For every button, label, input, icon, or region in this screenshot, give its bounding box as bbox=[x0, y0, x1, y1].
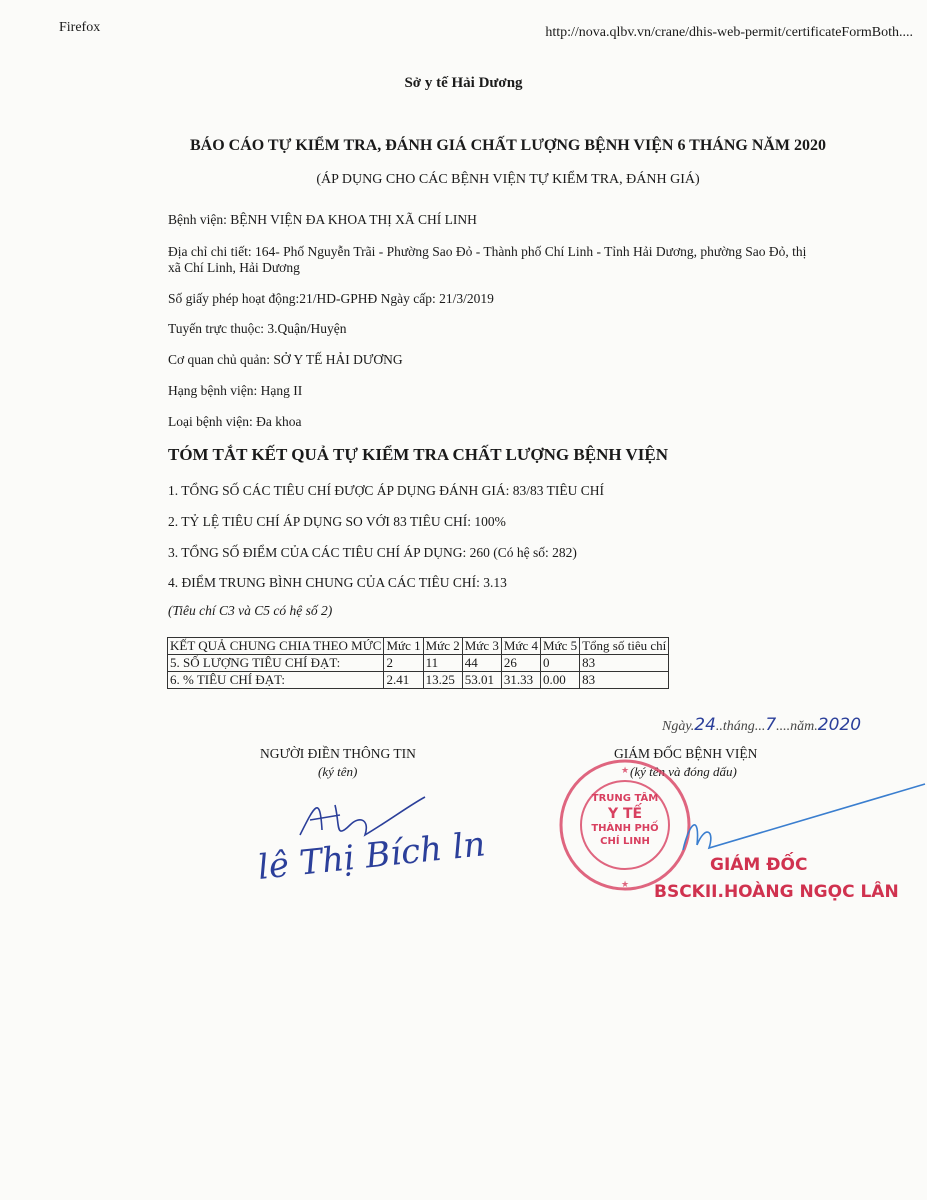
table-header-cell: KẾT QUẢ CHUNG CHIA THEO MỨC bbox=[168, 638, 384, 655]
table-cell: 0.00 bbox=[540, 672, 579, 689]
level-info: Tuyến trực thuộc: 3.Quận/Huyện bbox=[168, 321, 347, 336]
table-cell: 44 bbox=[462, 655, 501, 672]
stamp-line-4: CHÍ LINH bbox=[600, 836, 650, 847]
summary-item-3: 3. TỔNG SỐ ĐIỂM CỦA CÁC TIÊU CHÍ ÁP DỤNG: 260 (Có hệ số: 282) bbox=[168, 545, 577, 560]
page-url: http://nova.qlbv.vn/crane/dhis-web-permit/certificateFormBoth.... bbox=[545, 25, 913, 40]
table-header-cell: Mức 1 bbox=[384, 638, 423, 655]
table-row bbox=[168, 672, 669, 689]
table-cell: 0 bbox=[540, 655, 579, 672]
table-row bbox=[168, 655, 669, 672]
table-cell: 53.01 bbox=[462, 672, 501, 689]
results-table bbox=[167, 637, 669, 689]
date-year-label: năm bbox=[790, 719, 815, 734]
stamp-line-1: TRUNG TÂM bbox=[591, 793, 659, 804]
signing-date: Ngày.24..tháng...7....năm.2020 bbox=[662, 715, 862, 735]
table-header-cell: Mức 3 bbox=[462, 638, 501, 655]
filler-handwritten-name: lê Thị Bích ln bbox=[255, 824, 488, 888]
svg-text:★: ★ bbox=[620, 880, 630, 890]
table-cell: 26 bbox=[501, 655, 540, 672]
summary-item-2: 2. TỶ LỆ TIÊU CHÍ ÁP DỤNG SO VỚI 83 TIÊU CHÍ: 100% bbox=[168, 514, 506, 529]
summary-note: (Tiêu chí C3 và C5 có hệ số 2) bbox=[168, 603, 333, 618]
address-line-1: Địa chỉ chi tiết: 164- Phố Nguyễn Trãi - Phường Sao Đỏ - Thành phố Chí Linh - Tỉnh Hải Dương, phường Sao Đỏ, thị bbox=[168, 244, 807, 259]
table-cell: 2.41 bbox=[384, 672, 423, 689]
type-info: Loại bệnh viện: Đa khoa bbox=[168, 414, 302, 429]
date-month-label: tháng bbox=[722, 719, 755, 734]
report-title: BÁO CÁO TỰ KIỂM TRA, ĐÁNH GIÁ CHẤT LƯỢNG BỆNH VIỆN 6 THÁNG NĂM 2020 bbox=[189, 137, 827, 154]
table-cell: 31.33 bbox=[501, 672, 540, 689]
table-cell: 83 bbox=[580, 672, 669, 689]
browser-app-name: Firefox bbox=[59, 20, 101, 35]
filler-sign-note: (ký tên) bbox=[318, 764, 358, 779]
director-name: BSCKII.HOÀNG NGỌC LÂN bbox=[654, 882, 899, 902]
summary-item-1: 1. TỔNG SỐ CÁC TIÊU CHÍ ĐƯỢC ÁP DỤNG ĐÁNH GIÁ: 83/83 TIÊU CHÍ bbox=[168, 483, 604, 498]
table-cell: 2 bbox=[384, 655, 423, 672]
stamp-line-3: THÀNH PHỐ bbox=[591, 823, 659, 834]
director-title: GIÁM ĐỐC BỆNH VIỆN bbox=[614, 746, 758, 761]
report-subtitle: (ÁP DỤNG CHO CÁC BỆNH VIỆN TỰ KIỂM TRA, ĐÁNH GIÁ) bbox=[316, 172, 700, 187]
svg-text:★: ★ bbox=[620, 766, 630, 776]
table-cell: 83 bbox=[580, 655, 669, 672]
license-info: Số giấy phép hoạt động:21/HD-GPHĐ Ngày cấp: 21/3/2019 bbox=[168, 291, 494, 306]
table-header-cell: Tổng số tiêu chí bbox=[580, 638, 669, 655]
table-cell: 13.25 bbox=[423, 672, 462, 689]
summary-heading: TÓM TẮT KẾT QUẢ TỰ KIỂM TRA CHẤT LƯỢNG BỆNH VIỆN bbox=[168, 445, 669, 464]
table-header-cell: Mức 5 bbox=[540, 638, 579, 655]
table-header-cell: Mức 2 bbox=[423, 638, 462, 655]
rank-info: Hạng bệnh viện: Hạng II bbox=[168, 383, 303, 398]
table-cell: 6. % TIÊU CHÍ ĐẠT: bbox=[168, 672, 384, 689]
table-header-cell: Mức 4 bbox=[501, 638, 540, 655]
table-cell: 5. SỐ LƯỢNG TIÊU CHÍ ĐẠT: bbox=[168, 655, 384, 672]
date-year: 2020 bbox=[817, 715, 862, 735]
summary-item-4: 4. ĐIỂM TRUNG BÌNH CHUNG CỦA CÁC TIÊU CHÍ: 3.13 bbox=[168, 575, 507, 590]
department-name: Sở y tế Hải Dương bbox=[404, 75, 523, 91]
date-day: 24 bbox=[694, 715, 716, 735]
director-sign-note: (ký tên và đóng dấu) bbox=[630, 764, 737, 779]
stamp-line-2: Y TẾ bbox=[607, 806, 643, 822]
date-month: 7 bbox=[765, 715, 777, 735]
director-position: GIÁM ĐỐC bbox=[710, 855, 808, 875]
filler-title: NGƯỜI ĐIỀN THÔNG TIN bbox=[260, 746, 416, 761]
table-cell: 11 bbox=[423, 655, 462, 672]
address-line-2: xã Chí Linh, Hải Dương bbox=[168, 260, 300, 275]
director-signature-icon bbox=[675, 780, 927, 860]
table-header-row bbox=[168, 638, 669, 655]
date-prefix: Ngày bbox=[662, 719, 691, 734]
official-stamp bbox=[555, 755, 695, 895]
agency-info: Cơ quan chủ quản: SỞ Y TẾ HẢI DƯƠNG bbox=[168, 352, 403, 367]
hospital-name: Bệnh viện: BỆNH VIỆN ĐA KHOA THỊ XÃ CHÍ LINH bbox=[168, 212, 477, 227]
